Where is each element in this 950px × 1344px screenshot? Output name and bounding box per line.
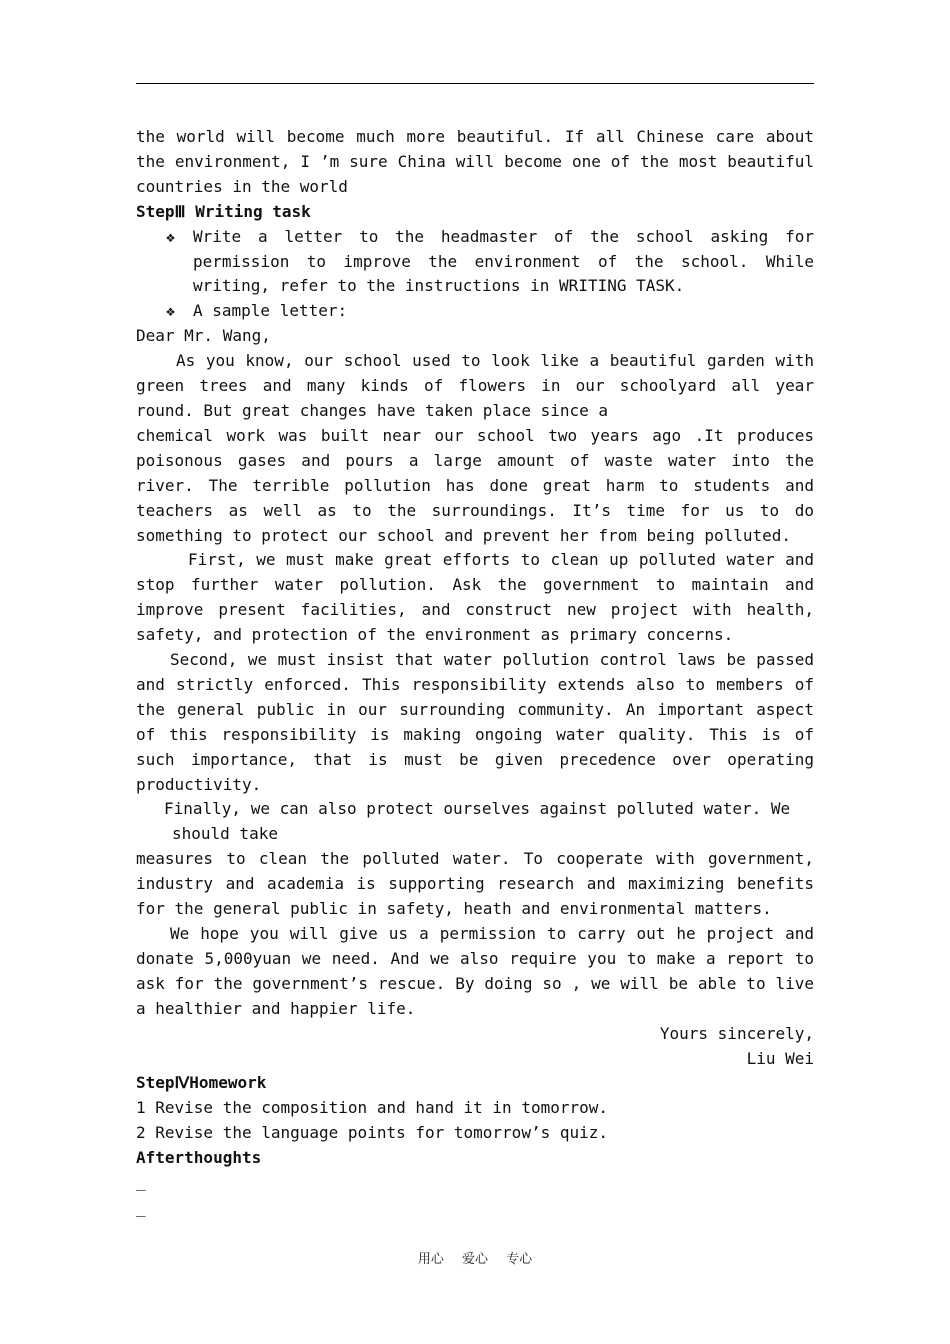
letter-closing: Yours sincerely, xyxy=(659,1023,814,1043)
diamond-bullet-icon: ❖ xyxy=(166,302,176,321)
sample-letter-label: A sample letter: xyxy=(193,301,348,321)
letter-paragraph-3: Second, we must insist that water pollution control laws be passed and strictly enforced. This responsibility extends also to members of the general public in our surrounding community. An important aspect of this responsibility is making ongoing water quality. This is of such importance, that is must be given precedence over operating productivity. xyxy=(136,650,814,794)
step4-heading: StepⅣHomework xyxy=(136,1073,267,1093)
document-body xyxy=(136,125,814,1223)
afterthoughts-blank: _ xyxy=(136,1172,146,1192)
afterthoughts-heading: Afterthoughts xyxy=(136,1148,262,1168)
letter-salutation: Dear Mr. Wang, xyxy=(136,326,271,346)
homework-item: 2 Revise the language points for tomorrow’s quiz. xyxy=(136,1123,609,1143)
afterthoughts-blank: _ xyxy=(136,1198,146,1218)
letter-paragraph-4c: measures to clean the polluted water. To cooperate with government, industry and academia is supporting research and maximizing benefits for the general public in safety, heath and environmental matters. xyxy=(136,849,814,919)
header-rule xyxy=(136,83,814,84)
step3-heading: StepⅢ Writing task xyxy=(136,201,311,221)
letter-paragraph-1b: chemical work was built near our school two years ago .It produces poisonous gases and pours a large amount of waste water into the river. The terrible pollution has done great harm to students and teachers as well as to the surroundings. It’s time for us to do something to protect our school and prevent her from being polluted. xyxy=(136,425,814,545)
intro-paragraph: the world will become much more beautiful. If all Chinese care about the environment, I ’m sure China will become one of the most beautiful countries in the world xyxy=(136,127,814,196)
page-footer: 用心 爱心 专心 xyxy=(417,1252,533,1267)
letter-paragraph-2: First, we must make great efforts to clean up polluted water and stop further water pollution. Ask the government to maintain and improve present facilities, and construct new project with health, safety, and protection of the environment as primary concerns. xyxy=(136,550,814,645)
writing-task-instruction: Write a letter to the headmaster of the school asking for permission to improve the environment of the school. While writing, refer to the instructions in WRITING TASK. xyxy=(193,226,814,296)
letter-paragraph-4b: should take xyxy=(172,824,278,844)
diamond-bullet-icon: ❖ xyxy=(166,227,176,246)
letter-paragraph-5: We hope you will give us a permission to carry out he project and donate 5,000yuan we need. And we also require you to make a report to ask for the government’s rescue. By doing so , we will be able to live a healthier and happier life. xyxy=(136,924,814,1018)
letter-paragraph-1a: As you know, our school used to look like a beautiful garden with green trees and many kinds of flowers in our schoolyard all year round. But great changes have taken place since a xyxy=(136,351,814,420)
letter-paragraph-4a: Finally, we can also protect ourselves against polluted water. We xyxy=(164,799,791,819)
letter-signature: Liu Wei xyxy=(746,1048,814,1068)
homework-item: 1 Revise the composition and hand it in tomorrow. xyxy=(136,1098,609,1118)
bullet-item xyxy=(166,225,814,300)
bullet-item xyxy=(166,299,814,324)
